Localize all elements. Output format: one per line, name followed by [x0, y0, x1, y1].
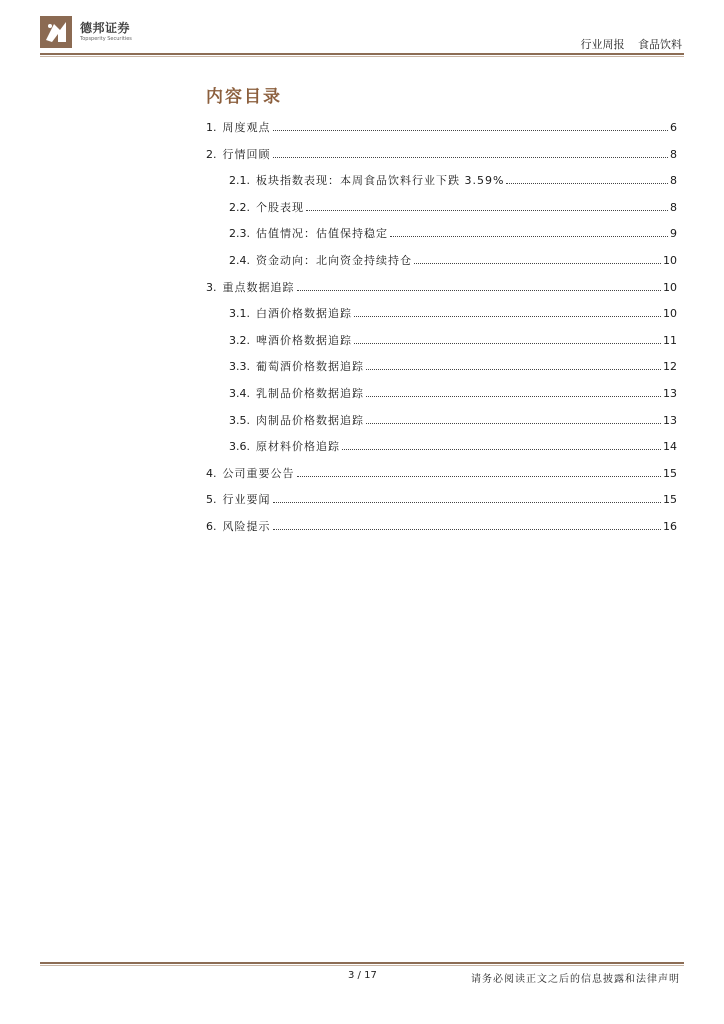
toc-entry-number: 2.4.: [229, 254, 250, 267]
toc-entry-label: 周度观点: [222, 121, 271, 134]
footer-divider-thin: [40, 965, 684, 966]
toc-leader-dots: [306, 200, 668, 211]
header-divider: [40, 53, 684, 55]
toc-entry-page: 6: [670, 121, 677, 134]
disclaimer-note: 请务必阅读正文之后的信息披露和法律声明: [471, 974, 680, 985]
toc-entry-number: 2.3.: [229, 227, 250, 241]
toc-leader-dots: [366, 386, 661, 397]
toc-entry-number: 3.: [206, 280, 217, 294]
report-type-tag: 行业周报: [580, 38, 625, 51]
toc-entry-label: 葡萄酒价格数据追踪: [256, 360, 364, 374]
toc-entry[interactable]: [206, 492, 677, 508]
toc-entry-number: 3.2.: [229, 333, 250, 347]
toc-entry-label: 风险提示: [222, 520, 271, 533]
toc-entry[interactable]: [229, 253, 677, 269]
toc-title: 内容目录: [206, 87, 282, 107]
toc-entry[interactable]: [206, 147, 677, 163]
toc-entry-number: 3.6.: [229, 440, 250, 454]
toc-entry[interactable]: [229, 413, 677, 429]
toc-entry-page: 11: [663, 333, 677, 347]
toc-leader-dots: [342, 439, 661, 450]
toc-entry-page: 8: [670, 147, 677, 161]
toc-entry-label: 个股表现: [256, 200, 304, 214]
toc-entry-page: 15: [663, 493, 677, 507]
toc-entry-page: 13: [663, 413, 677, 427]
toc-leader-dots: [297, 466, 662, 477]
toc-entry-number: 4.: [206, 466, 217, 480]
toc-entry[interactable]: [229, 359, 677, 375]
toc-entry[interactable]: [206, 280, 677, 296]
toc-entry-number: 3.5.: [229, 413, 250, 427]
toc-entry-label: 肉制品价格数据追踪: [256, 413, 364, 427]
header-tags: [571, 36, 683, 52]
toc-entry-page: 15: [663, 466, 677, 480]
toc-entry-page: 14: [663, 440, 677, 454]
toc-entry[interactable]: [206, 466, 677, 482]
logo-name-cn: 德邦证券: [80, 21, 131, 35]
toc-leader-dots: [414, 253, 661, 264]
toc-entry-number: 6.: [206, 520, 217, 533]
toc-entry-number: 5.: [206, 493, 217, 507]
toc-entry-page: 9: [670, 227, 677, 241]
toc-leader-dots: [354, 333, 661, 344]
toc-entry[interactable]: [229, 200, 677, 216]
toc-entry[interactable]: [206, 120, 677, 136]
toc-entry-number: 2.1.: [229, 174, 250, 188]
toc-leader-dots: [354, 306, 661, 317]
toc-leader-dots: [366, 413, 661, 424]
toc-entry[interactable]: [229, 226, 677, 242]
toc-entry-page: 8: [670, 200, 677, 214]
toc-entry-label: 乳制品价格数据追踪: [256, 387, 364, 400]
toc-leader-dots: [273, 492, 662, 503]
toc-entry-page: 10: [663, 254, 677, 267]
toc-entry-label: 白酒价格数据追踪: [256, 307, 352, 321]
toc-leader-dots: [273, 120, 669, 131]
toc-entry-number: 3.4.: [229, 387, 250, 400]
footer-divider: [40, 962, 684, 964]
topsperity-logo-icon: [40, 16, 72, 48]
toc-entry-number: 2.2.: [229, 200, 250, 214]
toc-entry-label: 板块指数表现：本周食品饮料行业下跌 3.59%: [256, 174, 505, 188]
toc-entry[interactable]: [229, 439, 677, 455]
toc-entry-page: 12: [663, 360, 677, 374]
logo-name-en: Topsperity Securities: [80, 36, 132, 42]
toc-entry-page: 10: [663, 307, 677, 321]
toc-entry-label: 原材料价格追踪: [256, 440, 340, 454]
toc-entry[interactable]: [229, 306, 677, 322]
industry-tag: 食品饮料: [638, 38, 682, 51]
toc-entry[interactable]: [229, 173, 677, 189]
toc-leader-dots: [506, 173, 668, 184]
toc-entry-label: 重点数据追踪: [222, 280, 295, 294]
toc-leader-dots: [390, 226, 668, 237]
toc-leader-dots: [273, 519, 662, 530]
toc-entry-label: 估值情况：估值保持稳定: [256, 227, 388, 241]
toc-entry-label: 啤酒价格数据追踪: [256, 333, 352, 347]
toc-entry-page: 8: [670, 174, 677, 188]
toc-leader-dots: [297, 280, 662, 291]
toc-leader-dots: [273, 147, 669, 158]
toc-entry-number: 2.: [206, 147, 217, 161]
toc-entry-label: 公司重要公告: [222, 466, 295, 480]
toc-entry-label: 资金动向：北向资金持续持仓: [256, 254, 412, 267]
toc-entry[interactable]: [229, 333, 677, 349]
toc-entry-number: 3.1.: [229, 307, 250, 321]
toc-entry-label: 行业要闻: [222, 493, 271, 507]
toc-entry[interactable]: [206, 519, 677, 535]
toc-entry-page: 10: [663, 280, 677, 294]
toc-entry[interactable]: [229, 386, 677, 402]
toc-entry-number: 1.: [206, 121, 217, 134]
toc-entry-page: 16: [663, 520, 677, 533]
page-number: 3 / 17: [348, 970, 377, 981]
toc-leader-dots: [366, 359, 661, 370]
toc-entry-page: 13: [663, 387, 677, 400]
toc-entry-number: 3.3.: [229, 360, 250, 374]
toc-entry-label: 行情回顾: [222, 147, 271, 161]
header-divider-thin: [40, 56, 684, 57]
